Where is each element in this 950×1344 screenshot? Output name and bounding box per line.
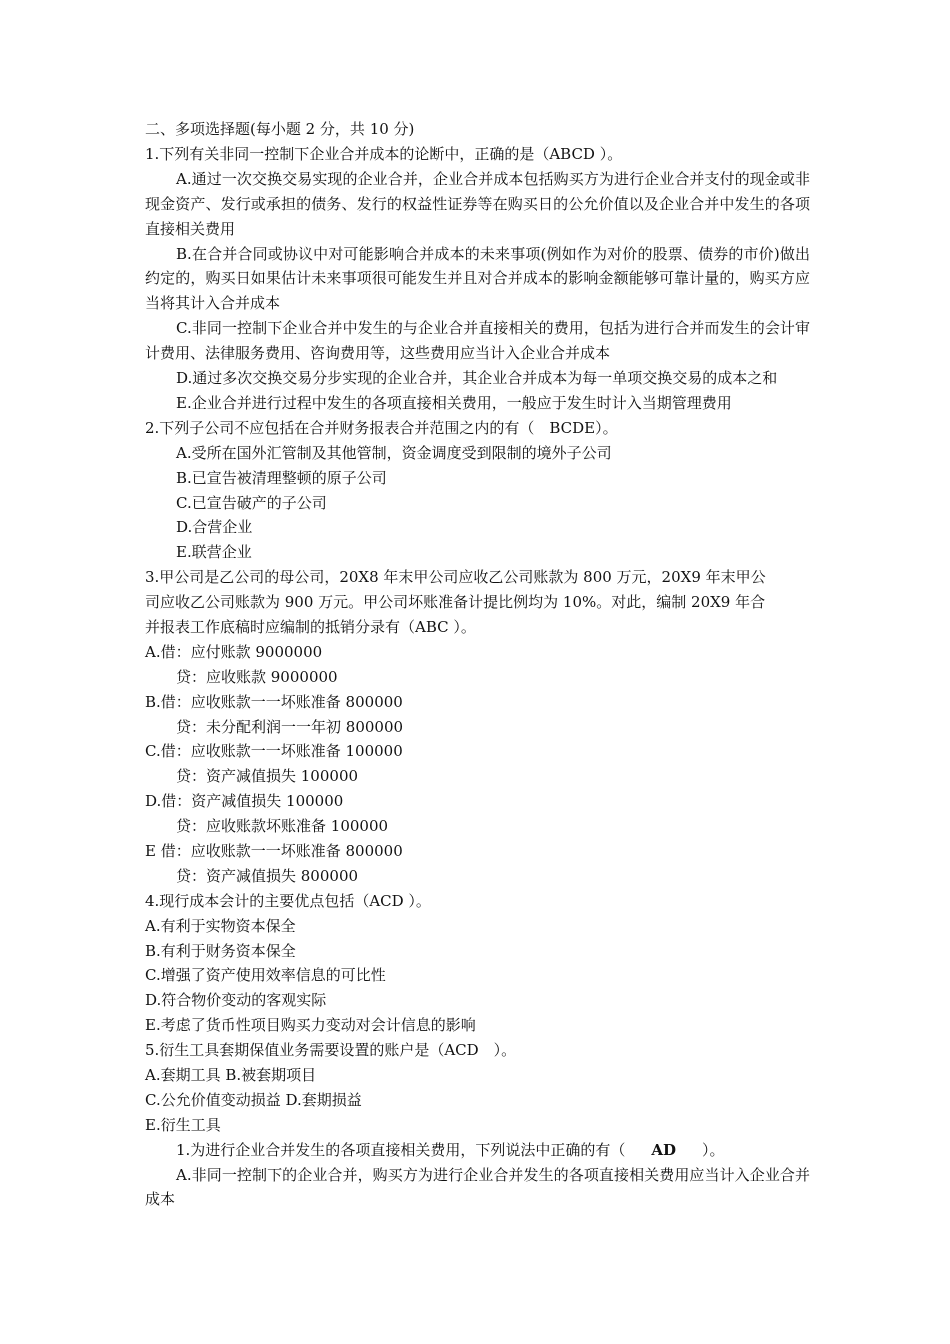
q4-option-d: D.符合物价变动的客观实际 (145, 991, 327, 1010)
q3-option-c-debit: C.借：应收账款一一坏账准备 100000 (145, 742, 403, 761)
document-content (145, 117, 810, 1212)
q3-stem-line-2: 司应收乙公司账款为 900 万元。甲公司坏账准备计提比例均为 10%。对此，编制 20X9 年合 (145, 593, 766, 612)
q1-option-e: E.企业合并进行过程中发生的各项直接相关费用，一般应于发生时计入当期管理费用 (176, 393, 732, 412)
section-title: 二、多项选择题(每小题 2 分，共 10 分) (145, 120, 415, 138)
q2-option-e: E.联营企业 (176, 543, 252, 562)
extra-stem-prefix: 1.为进行企业合并发生的各项直接相关费用，下列说法中正确的有（ (176, 1140, 626, 1159)
q3-stem-line-3: 并报表工作底稿时应编制的抵销分录有（ABC ）。 (145, 617, 476, 636)
q1-stem: 1.下列有关非同一控制下企业合并成本的论断中，正确的是（ABCD ）。 (145, 144, 623, 163)
q4-option-e: E.考虑了货币性项目购买力变动对会计信息的影响 (145, 1016, 476, 1035)
q3-option-c-credit: 贷：资产减值损失 100000 (176, 767, 359, 786)
q1-option-b: B.在合并合同或协议中对可能影响合并成本的未来事项(例如作为对价的股票、债券的市价)做出约定的，购买日如果估计未来事项很可能发生并且对合并成本的影响金额能够可靠计量的，购买方应当将其计入合并成本 (145, 244, 810, 313)
q3-option-d-debit: D.借：资产减值损失 100000 (145, 792, 344, 811)
q2-option-b: B.已宣告被清理整顿的原子公司 (176, 468, 387, 487)
q4-option-a: A.有利于实物资本保全 (145, 916, 296, 935)
q3-option-e-debit: E 借：应收账款一一坏账准备 800000 (145, 841, 403, 860)
q1-option-a: A.通过一次交换交易实现的企业合并，企业合并成本包括购买方为进行企业合并支付的现金或非现金资产、发行或承担的债务、发行的权益性证券等在购买日的公允价值以及企业合并中发生的各项直接相关费用 (145, 169, 810, 238)
q2-option-c: C.已宣告破产的子公司 (176, 493, 327, 512)
q2-option-a: A.受所在国外汇管制及其他管制，资金调度受到限制的境外子公司 (176, 443, 612, 462)
q3-stem-line-1: 3.甲公司是乙公司的母公司，20X8 年末甲公司应收乙公司账款为 800 万元，20X9 年末甲公 (145, 568, 766, 587)
q2-option-d: D.合营企业 (176, 518, 253, 537)
extra-option-a: A.非同一控制下的企业合并，购买方为进行企业合并发生的各项直接相关费用应当计入企业合并成本 (145, 1165, 810, 1209)
q3-option-a-debit: A.借：应付账款 9000000 (145, 642, 323, 661)
q4-stem: 4.现行成本会计的主要优点包括（ACD ）。 (145, 891, 431, 910)
q4-option-c: C.增强了资产使用效率信息的可比性 (145, 966, 386, 985)
q5-options-cd: C.公允价值变动损益 D.套期损益 (145, 1090, 362, 1109)
q5-options-ab: A.套期工具 B.被套期项目 (145, 1065, 317, 1084)
extra-answer: AD (651, 1140, 676, 1159)
q3-option-e-credit: 贷：资产减值损失 800000 (176, 866, 359, 885)
q3-option-a-credit: 贷：应收账款 9000000 (176, 667, 338, 686)
q1-option-d: D.通过多次交换交易分步实现的企业合并，其企业合并成本为每一单项交换交易的成本之和 (176, 369, 778, 388)
q4-option-b: B.有利于财务资本保全 (145, 941, 296, 960)
q2-stem: 2.下列子公司不应包括在合并财务报表合并范围之内的有（ BCDE）。 (145, 418, 618, 437)
extra-question-stem (145, 1138, 810, 1163)
q1-option-c: C.非同一控制下企业合并中发生的与企业合并直接相关的费用，包括为进行合并而发生的会计审计费用、法律服务费用、咨询费用等，这些费用应当计入企业合并成本 (145, 319, 810, 363)
q5-stem: 5.衍生工具套期保值业务需要设置的账户是（ACD ）。 (145, 1041, 517, 1060)
q3-option-b-debit: B.借：应收账款一一坏账准备 800000 (145, 692, 403, 711)
q3-option-d-credit: 贷：应收账款坏账准备 100000 (176, 817, 389, 836)
q5-option-e: E.衍生工具 (145, 1115, 221, 1134)
q3-option-b-credit: 贷：未分配利润一一年初 800000 (176, 717, 404, 736)
extra-stem-suffix: ）。 (701, 1140, 725, 1159)
